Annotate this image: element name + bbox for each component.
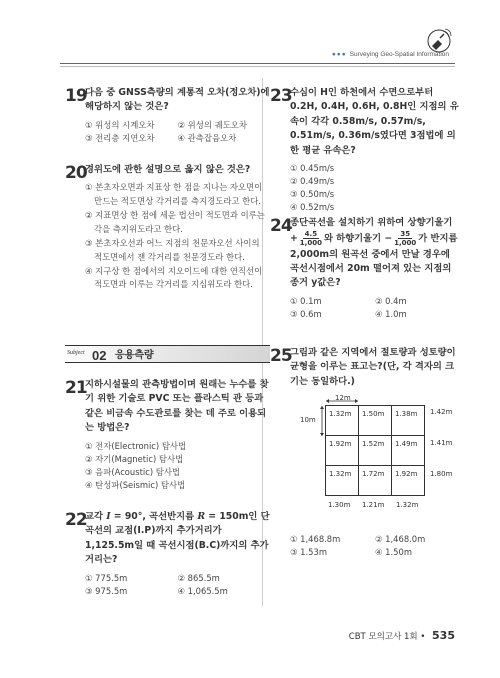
grid-label: 1.30m: [328, 501, 351, 510]
dimension-horizontal-label: 12m: [335, 394, 351, 403]
options: [290, 162, 460, 214]
question-24: [270, 216, 460, 321]
question-text: 교각 I = 90°, 곡선반지름 R = 150m인 단곡선의 교점(I.P)까지 추가거리가 1,125.5m일 때 곡선시점(B.C)까지의 추가거리는?: [85, 511, 270, 566]
question-number: 25: [270, 346, 292, 366]
question-number: 23: [270, 86, 292, 106]
grid-label: 1.21m: [362, 501, 385, 510]
question-number: 20: [65, 163, 87, 183]
question-text: 종단곡선을 설치하기 위하여 상향기울기 + $\frac{4.5}{1,000}$ 와 하향기울기 − $\frac{35}{1,000}$ 가 반지름 2,000m의 원곡선 중에서 만날 경우에 곡선시점에서 20m 떨어져 있는 지점의 종거 y값은?: [290, 217, 458, 289]
fraction-downgrade: $\frac{35}{1,000}$: [394, 230, 417, 248]
option-2[interactable]: ② 0.49m/s: [290, 176, 335, 187]
option-2[interactable]: ② 865.5m: [177, 572, 220, 583]
header-dots: ●●●: [331, 51, 347, 58]
page-footer: [349, 627, 455, 644]
options: [85, 572, 270, 598]
dimension-vertical-label: 10m: [300, 416, 316, 425]
grid-label: 1.41m: [430, 439, 453, 448]
options: [85, 440, 270, 492]
option-1[interactable]: ① 전자(Electronic) 탐사법: [85, 440, 187, 451]
question-number: 21: [65, 378, 87, 398]
question-19: [65, 86, 270, 145]
elevation-grid: [325, 405, 425, 496]
question-25: [270, 346, 460, 559]
question-text: 다음 중 GNSS측량의 계통적 오차(정오차)에 해당하지 않는 것은?: [85, 87, 270, 113]
option-2[interactable]: ② 지표면상 한 점에 세운 법선이 적도면과 이루는 각을 측지위도라고 한다.: [85, 210, 265, 234]
option-3[interactable]: ③ 본초자오선과 어느 지점의 천문자오선 사이의 적도면에서 잰 각거리를 천문경도라 한다.: [85, 237, 260, 262]
subject-number: 02: [92, 348, 107, 363]
option-4[interactable]: ④ 지구상 한 점에서의 지오이드에 대한 연직선이 적도면과 이루는 각거리를 지심위도라 한다.: [85, 265, 263, 290]
question-number: 24: [270, 216, 292, 236]
grid-cell: 1.32m: [326, 466, 359, 496]
question-text: 그림과 같은 지역에서 절토량과 성토량이 균형을 이루는 표고는?(단, 각 격자의 크기는 동일하다.): [290, 347, 456, 387]
option-3[interactable]: ③ 0.6m: [290, 308, 322, 319]
grid-cell: 1.50m: [359, 406, 392, 436]
option-3[interactable]: ③ 음파(Acoustic) 탐사법: [85, 466, 181, 477]
option-3[interactable]: ③ 975.5m: [85, 585, 128, 596]
option-4[interactable]: ④ 탄성파(Seismic) 탐사법: [85, 479, 186, 490]
option-2[interactable]: ② 자기(Magnetic) 탐사법: [85, 453, 184, 464]
option-1[interactable]: ① 0.45m/s: [290, 163, 335, 174]
option-1[interactable]: ① 1,468.8m: [290, 534, 341, 545]
option-3[interactable]: ③ 1.53m: [290, 547, 327, 558]
subject-banner: [65, 345, 270, 363]
question-text: 경위도에 관한 설명으로 옳지 않은 것은?: [85, 164, 251, 175]
option-1[interactable]: ① 775.5m: [85, 572, 128, 583]
page-number: 535: [432, 629, 455, 642]
grid-label: 1.32m: [396, 501, 419, 510]
option-1[interactable]: ① 0.1m: [290, 295, 322, 306]
footer-separator: •: [420, 632, 426, 642]
option-1[interactable]: ① 위성의 시계오차: [85, 119, 155, 130]
question-text: 지하시설물의 관측방법이며 원래는 누수를 찾기 위한 기술로 PVC 또는 플라스틱 관 등과 같은 비금속 수도관로를 찾는 데 주로 이용되는 방법은?: [85, 379, 269, 434]
grid-cell: 1.38m: [392, 406, 425, 436]
option-4[interactable]: ④ 0.52m/s: [290, 202, 335, 213]
options: [85, 119, 270, 145]
question-22: [65, 510, 270, 598]
options: [85, 181, 270, 292]
question-20: [65, 163, 270, 292]
grid-cell: 1.52m: [359, 436, 392, 466]
grid-cell: 1.32m: [326, 406, 359, 436]
grid-cell: 1.92m: [326, 436, 359, 466]
option-3[interactable]: ③ 전리층 지연오차: [85, 132, 155, 143]
options: [290, 533, 460, 559]
question-number: 22: [65, 510, 87, 530]
subject-title: 응용측량: [115, 350, 154, 361]
subject-tag: Subject: [67, 350, 85, 356]
grid-label: 1.80m: [430, 470, 453, 479]
option-3[interactable]: ③ 0.50m/s: [290, 189, 335, 200]
option-4[interactable]: ④ 1.50m: [375, 547, 412, 558]
grid-label: 1.42m: [430, 408, 453, 417]
running-header: [60, 50, 455, 62]
options: [290, 295, 460, 321]
option-2[interactable]: ② 위성의 궤도오차: [177, 119, 247, 130]
option-2[interactable]: ② 0.4m: [375, 295, 407, 306]
header-rule-secondary: [60, 66, 455, 67]
header-rule: [60, 63, 455, 64]
question-text: 수심이 H인 하천에서 수면으로부터 0.2H, 0.4H, 0.6H, 0.8H인 지점의 유속이 각각 0.58m/s, 0.57m/s, 0.51m/s, 0.36m/s였다면 3점법에 의한 평균 유속은?: [290, 87, 459, 156]
grid-cell: 1.72m: [359, 466, 392, 496]
footer-text: CBT 모의고사 1회: [348, 632, 418, 642]
question-number: 19: [65, 86, 87, 106]
grid-cell: 1.49m: [392, 436, 425, 466]
header-text: Surveying Geo-Spatial Information: [349, 51, 449, 58]
question-23: [270, 86, 460, 214]
option-4[interactable]: ④ 관측잡음오차: [177, 132, 237, 143]
elevation-grid-figure: [290, 395, 460, 529]
option-1[interactable]: ① 본초자오면과 지표상 한 점을 지나는 자오면이 만드는 적도면상 각거리를 측지경도라고 한다.: [85, 182, 263, 207]
grid-cell: 1.92m: [392, 466, 425, 496]
option-4[interactable]: ④ 1.0m: [375, 308, 407, 319]
option-4[interactable]: ④ 1,065.5m: [177, 585, 228, 596]
option-2[interactable]: ② 1,468.0m: [375, 534, 426, 545]
question-21: [65, 378, 270, 492]
fraction-upgrade: $\frac{4.5}{1,000}$: [299, 230, 322, 248]
